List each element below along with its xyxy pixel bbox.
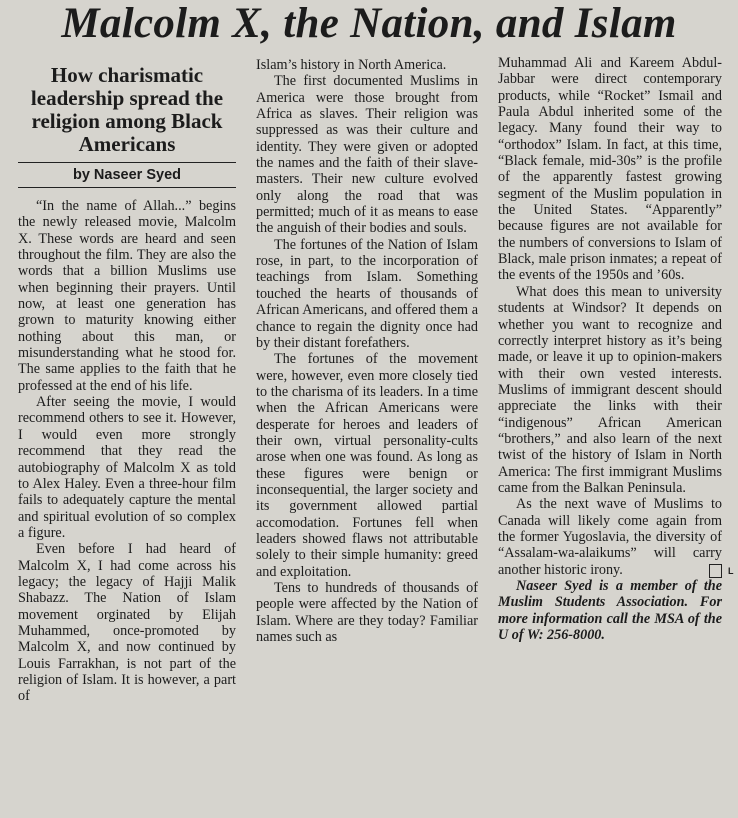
column-3 — [498, 55, 734, 644]
paragraph: Even before I had heard of Malcolm X, I had come across his legacy; the legacy of Hajji Malik Shabazz. The Nation of Islam movement orginated by Elijah Muhammed, once-promoted by Malcolm X, and now continued by Louis Farrakhan, is not part of the religion of Islam. It is however, a part of — [18, 541, 236, 705]
byline: by Naseer Syed — [72, 167, 181, 183]
paragraph: Islam’s history in North America. — [256, 57, 447, 73]
headline: Malcolm X, the Nation, and Islam — [61, 0, 677, 47]
divider-rule — [18, 162, 236, 163]
column-2 — [256, 57, 478, 645]
paragraph: “In the name of Allah...” begins the newly released movie, Malcolm X. These words are heard and seen throughout the film. They are also the words that a billion Muslims use when beginning their prayers. Until now, at least one generation has grown to maturity knowing either nothing about this man, or misunderstanding what he stood for. The same applies to the faith that he professed at the end of his life. — [18, 198, 236, 394]
paragraph: Muhammad Ali and Kareem Abdul-Jabbar were direct contemporary products, while “Rocket” Ismail and Paula Abdul inherited some of the legacy. Many found their way to “orthodox” Islam. In fact, at this time, “Black female, mid-30s” is the profile of the apparently fastest growing segment of the Muslim population in the United States. “Apparently” because figures are not available for the numbers of conversions to Islam of Black, male prison inmates; a repeat of the events of the 1950s and ’60s. — [498, 55, 722, 284]
paragraph: The fortunes of the movement were, however, even more closely tied to the charisma of its leaders. In a time when the African Americans were desperate for heroes and leaders of their own, virtual personality-cults arose when one was found. As long as these figures were benign or inconsequential, the larger society and its government allowed partial accomodation. Fortunes fell when leaders showed flaws not attributable solely to their simple humanity: greed and exploitation. — [256, 351, 478, 580]
paragraph: Tens to hundreds of thousands of people were affected by the Nation of Islam. Where are they today? Familiar names such as — [256, 580, 478, 646]
paragraph: The fortunes of the Nation of Islam rose, in part, to the incorporation of teachings from Islam. Something touched the hearts of thousands of African Americans, and offered them a chance to regain the dignity once had by their distant forefathers. — [256, 236, 478, 351]
column-1 — [18, 60, 236, 705]
end-mark-icon: L — [709, 564, 722, 578]
paragraph — [498, 496, 734, 578]
paragraph: The first documented Muslims in America were those brought from Africa as slaves. Their religion was suppressed as was their culture and identity. They were given or adopted the names and the faith of their slave-masters. Their new culture evolved only along the road that was permitted; much of it as means to ease the anguish of their bodies and souls. — [256, 73, 478, 237]
subheadline: How charismatic leadership spread the religion among Black Americans — [30, 63, 224, 156]
paragraph: After seeing the movie, I would recommend others to see it. However, I would even more strongly recommend that they read the autobiography of Malcolm X as told to Alex Haley. Even a three-hour film fails to adequately capture the mental and spiritual evolution of so complex a figure. — [18, 394, 236, 541]
paragraph: What does this mean to university students at Windsor? It depends on whether you want to recognize and correctly interpret history as it’s being made, or leave it up to opinion-makers with their own vested interests. Muslims of immigrant descent should appreciate the links with their “indigenous” African American “brothers,” and also learn of the next twist of the history of Islam in North America: The first immigrant Muslims came from the Balkan Peninsula. — [498, 283, 722, 496]
paragraph-text: As the next wave of Muslims to Canada will likely come again from the former Yugoslavia, the diversity of “Assalam-wa-alaikums” will carry another historic irony. — [498, 496, 722, 578]
author-bio: Naseer Syed is a member of the Muslim Students Association. For more information call the MSA of the U of W: 256-8000. — [498, 578, 722, 644]
divider-rule — [18, 187, 236, 188]
